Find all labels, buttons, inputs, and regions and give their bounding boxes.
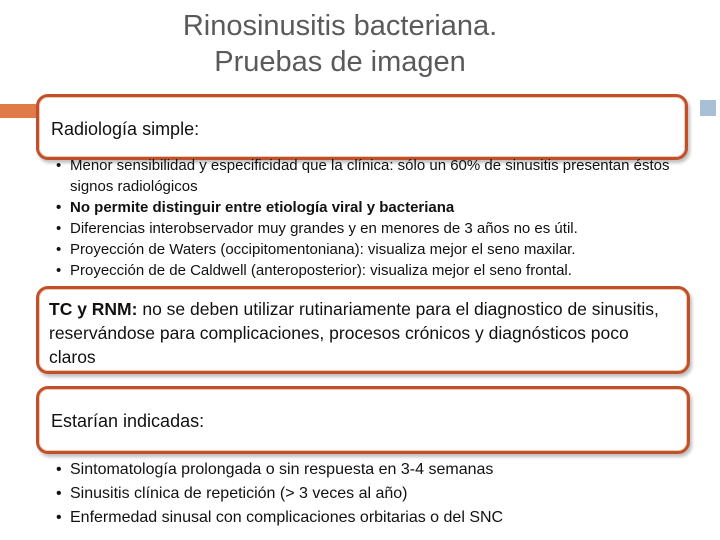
- accent-bar: [0, 104, 36, 118]
- tc-rnm-label: TC y RNM:: [49, 299, 138, 319]
- tc-rnm-text: [49, 297, 673, 369]
- indicadas-heading-box: [36, 386, 690, 454]
- slide-title-line2: Pruebas de imagen: [214, 46, 466, 78]
- radiologia-heading-box: [36, 94, 688, 160]
- radiologia-bullet-4: • Proyección de Waters (occipitomentoniana): visualiza mejor el seno maxilar.: [54, 239, 694, 260]
- indicadas-bullet-2: • Sinusitis clínica de repetición (> 3 veces al año): [54, 482, 684, 506]
- indicadas-heading: Estarían indicadas:: [51, 411, 205, 431]
- slide-title-line1: Rinosinusitis bacteriana.: [182, 10, 498, 42]
- radiologia-bullet-1: • Menor sensibilidad y especificidad que la clínica: sólo un 60% de sinusitis presentan éstos signos radiológicos: [54, 155, 694, 197]
- radiologia-bullet-3: • Diferencias interobservador muy grandes y en menores de 3 años no es útil.: [54, 218, 694, 239]
- radiologia-bullet-5: • Proyección de de Caldwell (anteroposterior): visualiza mejor el seno frontal.: [54, 260, 694, 281]
- radiologia-bullet-list: [54, 155, 694, 285]
- radiologia-heading: Radiología simple:: [51, 119, 200, 139]
- indicadas-bullet-list: [54, 458, 684, 530]
- slide-title: [110, 8, 570, 80]
- accent-square: [700, 100, 716, 116]
- tc-rnm-box: [36, 286, 690, 374]
- indicadas-bullet-3: • Enfermedad sinusal con complicaciones orbitarias o del SNC: [54, 506, 684, 530]
- indicadas-bullet-1: • Sintomatología prolongada o sin respuesta en 3-4 semanas: [54, 458, 684, 482]
- tc-rnm-description: no se deben utilizar rutinariamente para el diagnostico de sinusitis, reservándose para complicaciones, procesos crónicos y diagnósticos poco claros: [49, 299, 659, 367]
- radiologia-bullet-2: • No permite distinguir entre etiología viral y bacteriana: [54, 197, 694, 218]
